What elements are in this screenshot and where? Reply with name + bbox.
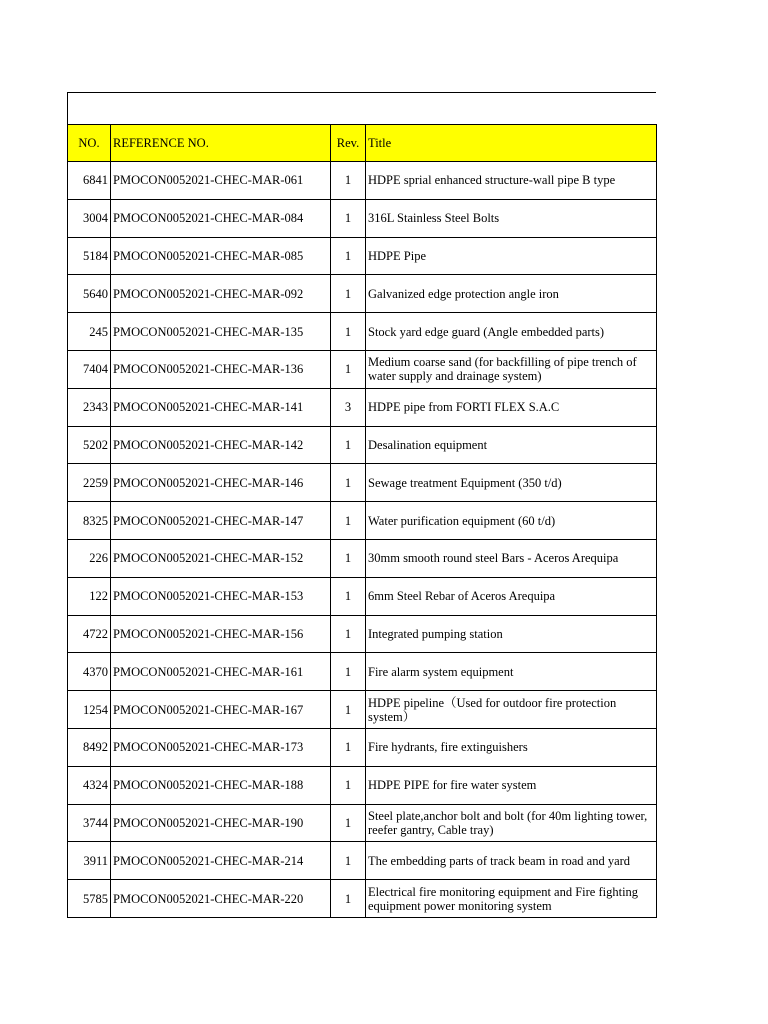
cell-title: HDPE sprial enhanced structure-wall pipe B type — [366, 162, 657, 200]
table-row — [68, 653, 657, 691]
cell-title: 30mm smooth round steel Bars - Aceros Arequipa — [366, 539, 657, 577]
cell-no: 5640 — [68, 275, 111, 313]
cell-no: 122 — [68, 577, 111, 615]
table-row — [68, 313, 657, 351]
table-row — [68, 539, 657, 577]
cell-rev: 1 — [331, 313, 366, 351]
cell-title: Stock yard edge guard (Angle embedded parts) — [366, 313, 657, 351]
table-row — [68, 388, 657, 426]
cell-no: 3744 — [68, 804, 111, 842]
cell-rev: 1 — [331, 766, 366, 804]
cell-title: Water purification equipment (60 t/d) — [366, 502, 657, 540]
cell-no: 8492 — [68, 728, 111, 766]
table-row — [68, 880, 657, 918]
cell-rev: 3 — [331, 388, 366, 426]
cell-rev: 1 — [331, 199, 366, 237]
cell-no: 4324 — [68, 766, 111, 804]
cell-reference: PMOCON0052021-CHEC-MAR-141 — [111, 388, 331, 426]
cell-title: HDPE pipeline（Used for outdoor fire protection system） — [366, 691, 657, 729]
cell-reference: PMOCON0052021-CHEC-MAR-214 — [111, 842, 331, 880]
cell-reference: PMOCON0052021-CHEC-MAR-092 — [111, 275, 331, 313]
cell-title: Sewage treatment Equipment (350 t/d) — [366, 464, 657, 502]
cell-title: 6mm Steel Rebar of Aceros Arequipa — [366, 577, 657, 615]
cell-title: 316L Stainless Steel Bolts — [366, 199, 657, 237]
cell-no: 4722 — [68, 615, 111, 653]
cell-title: Desalination equipment — [366, 426, 657, 464]
table-row — [68, 804, 657, 842]
table-row — [68, 728, 657, 766]
cell-title: Integrated pumping station — [366, 615, 657, 653]
cell-rev: 1 — [331, 426, 366, 464]
cell-reference: PMOCON0052021-CHEC-MAR-188 — [111, 766, 331, 804]
table-row — [68, 350, 657, 388]
column-header-reference: REFERENCE NO. — [111, 125, 331, 162]
column-header-no: NO. — [68, 125, 111, 162]
cell-reference: PMOCON0052021-CHEC-MAR-084 — [111, 199, 331, 237]
table-row — [68, 464, 657, 502]
cell-no: 3911 — [68, 842, 111, 880]
table-row — [68, 502, 657, 540]
cell-title: HDPE pipe from FORTI FLEX S.A.C — [366, 388, 657, 426]
document-sheet — [67, 92, 656, 918]
cell-rev: 1 — [331, 842, 366, 880]
cell-title: Fire alarm system equipment — [366, 653, 657, 691]
cell-reference: PMOCON0052021-CHEC-MAR-135 — [111, 313, 331, 351]
cell-no: 5184 — [68, 237, 111, 275]
cell-rev: 1 — [331, 691, 366, 729]
cell-reference: PMOCON0052021-CHEC-MAR-190 — [111, 804, 331, 842]
table-header-row — [68, 125, 657, 162]
cell-reference: PMOCON0052021-CHEC-MAR-173 — [111, 728, 331, 766]
cell-title: Fire hydrants, fire extinguishers — [366, 728, 657, 766]
cell-rev: 1 — [331, 502, 366, 540]
cell-title: Steel plate,anchor bolt and bolt (for 40m lighting tower, reefer gantry, Cable tray) — [366, 804, 657, 842]
cell-reference: PMOCON0052021-CHEC-MAR-220 — [111, 880, 331, 918]
cell-rev: 1 — [331, 275, 366, 313]
cell-rev: 1 — [331, 804, 366, 842]
cell-reference: PMOCON0052021-CHEC-MAR-085 — [111, 237, 331, 275]
table-row — [68, 199, 657, 237]
table-row — [68, 615, 657, 653]
cell-rev: 1 — [331, 539, 366, 577]
cell-no: 8325 — [68, 502, 111, 540]
table-row — [68, 691, 657, 729]
cell-reference: PMOCON0052021-CHEC-MAR-167 — [111, 691, 331, 729]
cell-rev: 1 — [331, 237, 366, 275]
blank-header-band — [67, 92, 656, 124]
cell-reference: PMOCON0052021-CHEC-MAR-142 — [111, 426, 331, 464]
table-row — [68, 275, 657, 313]
cell-title: The embedding parts of track beam in road and yard — [366, 842, 657, 880]
cell-reference: PMOCON0052021-CHEC-MAR-161 — [111, 653, 331, 691]
cell-reference: PMOCON0052021-CHEC-MAR-136 — [111, 350, 331, 388]
table-row — [68, 842, 657, 880]
cell-rev: 1 — [331, 577, 366, 615]
cell-reference: PMOCON0052021-CHEC-MAR-156 — [111, 615, 331, 653]
column-header-title: Title — [366, 125, 657, 162]
cell-no: 226 — [68, 539, 111, 577]
cell-rev: 1 — [331, 464, 366, 502]
cell-no: 5202 — [68, 426, 111, 464]
cell-no: 5785 — [68, 880, 111, 918]
cell-no: 7404 — [68, 350, 111, 388]
table-row — [68, 237, 657, 275]
cell-rev: 1 — [331, 880, 366, 918]
table-row — [68, 162, 657, 200]
reference-table — [67, 124, 657, 918]
cell-reference: PMOCON0052021-CHEC-MAR-146 — [111, 464, 331, 502]
table-row — [68, 577, 657, 615]
cell-no: 2259 — [68, 464, 111, 502]
cell-rev: 1 — [331, 728, 366, 766]
table-row — [68, 426, 657, 464]
cell-rev: 1 — [331, 615, 366, 653]
cell-rev: 1 — [331, 653, 366, 691]
cell-no: 6841 — [68, 162, 111, 200]
cell-title: Electrical fire monitoring equipment and Fire fighting equipment power monitoring system — [366, 880, 657, 918]
cell-title: HDPE PIPE for fire water system — [366, 766, 657, 804]
cell-title: Medium coarse sand (for backfilling of pipe trench of water supply and drainage system) — [366, 350, 657, 388]
cell-title: HDPE Pipe — [366, 237, 657, 275]
table-body — [68, 162, 657, 918]
cell-title: Galvanized edge protection angle iron — [366, 275, 657, 313]
cell-no: 245 — [68, 313, 111, 351]
cell-reference: PMOCON0052021-CHEC-MAR-147 — [111, 502, 331, 540]
cell-no: 3004 — [68, 199, 111, 237]
table-row — [68, 766, 657, 804]
cell-rev: 1 — [331, 162, 366, 200]
cell-reference: PMOCON0052021-CHEC-MAR-152 — [111, 539, 331, 577]
cell-no: 2343 — [68, 388, 111, 426]
cell-reference: PMOCON0052021-CHEC-MAR-153 — [111, 577, 331, 615]
cell-no: 4370 — [68, 653, 111, 691]
cell-no: 1254 — [68, 691, 111, 729]
column-header-rev: Rev. — [331, 125, 366, 162]
cell-reference: PMOCON0052021-CHEC-MAR-061 — [111, 162, 331, 200]
cell-rev: 1 — [331, 350, 366, 388]
